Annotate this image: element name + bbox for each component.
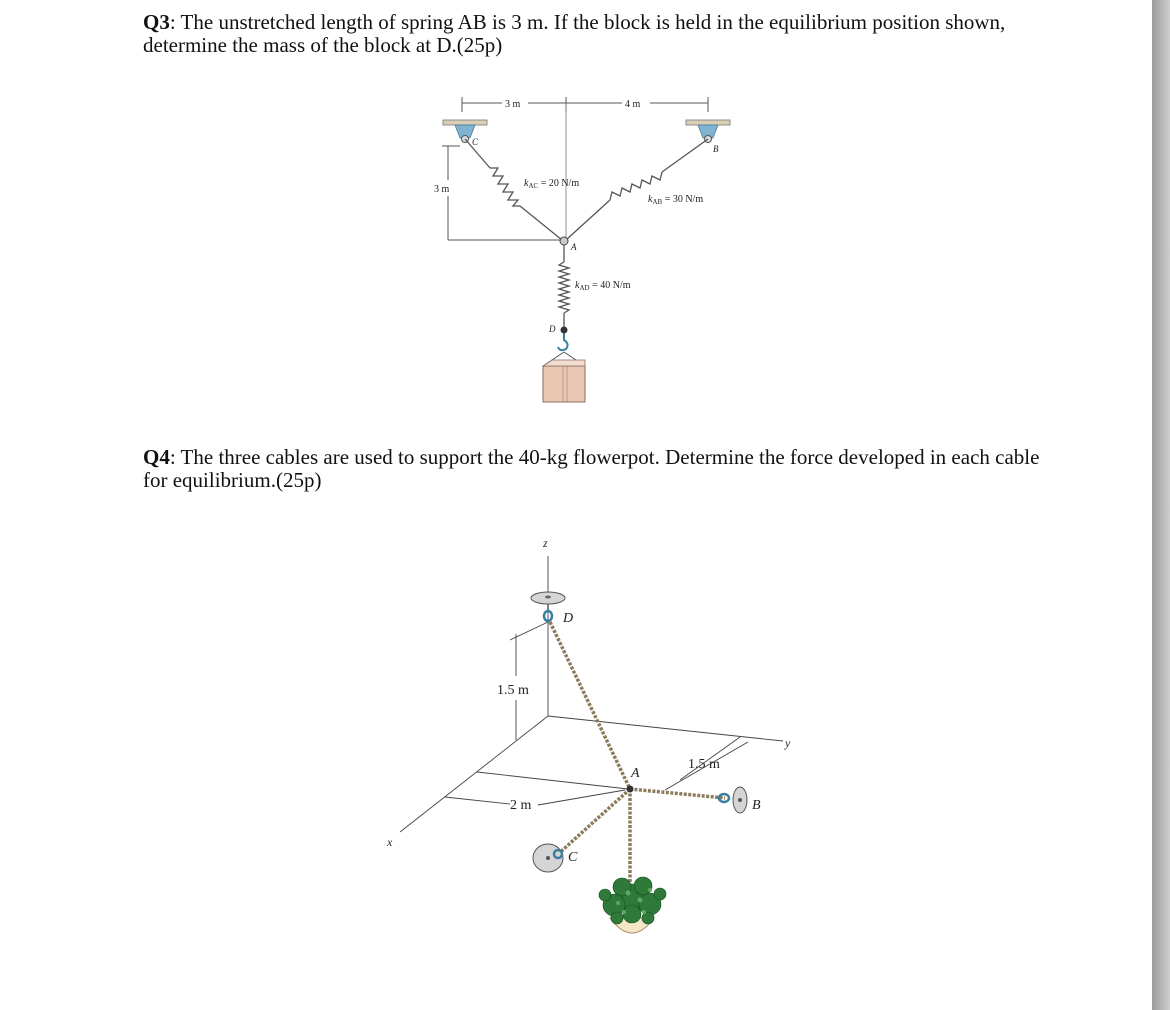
q3-dim-vertical: 3 m xyxy=(434,184,450,195)
q3-point-c: C xyxy=(472,137,479,147)
q4-point-a: A xyxy=(631,766,640,781)
q3-k-ad-value: = 40 N/m xyxy=(589,280,631,291)
q3-number: Q3 xyxy=(143,10,170,34)
q3-point-d: D xyxy=(549,324,556,334)
q3-k-ac-value: = 20 N/m xyxy=(538,178,580,189)
q4-support-c xyxy=(533,844,563,872)
q4-flowerpot xyxy=(599,877,666,933)
q3-k-ad-symbol: k xyxy=(575,280,580,291)
q3-k-ab-value: = 30 N/m xyxy=(662,194,704,205)
q4-point-b: B xyxy=(752,798,761,813)
q4-point-c: C xyxy=(568,850,578,865)
q3-k-ac-symbol: k xyxy=(524,178,529,189)
q4-text: : The three cables are used to support the 40-kg flowerpot. Determine the force developed in each cable for equilibrium.(25p) xyxy=(143,445,1040,492)
q4-number: Q4 xyxy=(143,445,170,469)
q4-dim-y: 1.5 m xyxy=(688,757,720,772)
q4-support-b xyxy=(719,787,747,813)
q4-point-d: D xyxy=(563,611,574,626)
q4-axis-y: y xyxy=(785,736,791,750)
q3-k-ab-sub: AB xyxy=(652,198,663,206)
q4-knot-a xyxy=(627,786,634,793)
q3-point-a: A xyxy=(571,242,577,252)
q4-axis-x: x xyxy=(387,835,393,849)
q4-axis-z: z xyxy=(543,536,548,550)
q4-dim-x: 2 m xyxy=(510,798,532,813)
q4-axes xyxy=(400,556,783,832)
q3-k-ab-symbol: k xyxy=(648,194,653,205)
q3-k-ad-sub: AD xyxy=(579,284,590,292)
q3-dim-left: 3 m xyxy=(505,99,521,110)
q3-k-ac-sub: AC xyxy=(528,182,539,190)
q4-dim-height: 1.5 m xyxy=(497,683,529,698)
q3-point-b: B xyxy=(713,144,719,154)
q3-text: : The unstretched length of spring AB is 3 m. If the block is held in the equilibrium position shown, determine the mass of the block at D.(25p) xyxy=(143,10,1006,57)
q3-dim-right: 4 m xyxy=(625,99,641,110)
